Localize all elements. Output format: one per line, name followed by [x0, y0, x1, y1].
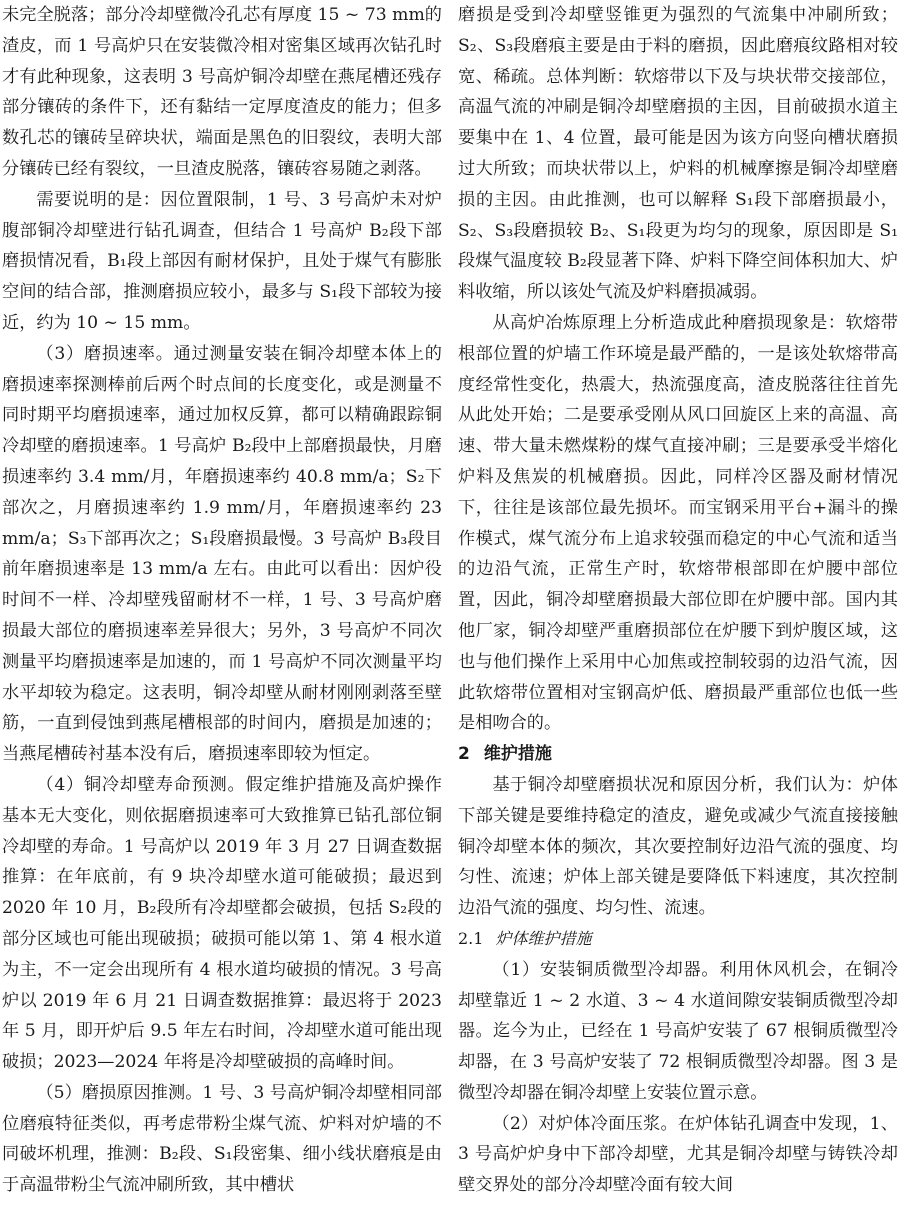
paragraph: （1）安装铜质微型冷却器。利用休风机会，在铜冷却壁靠近 1 ~ 2 水道、3 ~ 4 水道间隙安装铜质微型冷却器。迄今为止，已经在 1 号高炉安装了 67 根铜质微型冷却器，在 3 号高炉安装了 72 根铜质微型冷却器。图 3 是微型冷却器在铜冷却壁上安装位置示意。 [458, 959, 898, 1103]
paragraph: （4）铜冷却壁寿命预测。假定维护措施及高炉操作基本无大变化，则依据磨损速率可大致推算已钻孔部位铜冷却壁的寿命。1 号高炉以 2019 年 3 月 27 日调查数据推算：在年底前，有 9 块冷却壁水道可能破损；最迟到 2020 年 10 月，B₂段所有冷却壁都会破损，包括 S₂段的部分区域也可能出现破损；破损可能以第 1、第 4 根水道为主，不一定会出现所有 4 根水道均破损的情况。3 号高炉以 2019 年 6 月 21 日调查数据推算：最迟将于 2023 年 5 月，即开炉后 9.5 年左右时间，冷却壁水道可能出现破损；2023—2024 年将是冷却壁破损的高峰时间。 [2, 774, 442, 1073]
paragraph: 未完全脱落；部分冷却壁微冷孔芯有厚度 15 ~ 73 mm的渣皮，而 1 号高炉只在安装微冷相对密集区域再次钻孔时才有此种现象，这表明 3 号高炉铜冷却壁在燕尾槽还残存部分镶砖的条件下，还有黏结一定厚度渣皮的能力；但多数孔芯的镶砖呈碎块状，端面是黑色的旧裂纹，表明大部分镶砖已经有裂纹，一旦渣皮脱落，镶砖容易随之剥落。 [2, 5, 442, 179]
heading-text: 炉体维护措施 [495, 928, 592, 948]
heading-number: 2.1 [458, 928, 484, 948]
paragraph: （3）磨损速率。通过测量安装在铜冷却壁本体上的磨损速率探测棒前后两个时点间的长度变化，或是测量不同时期平均磨损速率，通过加权反算，都可以精确跟踪铜冷却壁的磨损速率。1 号高炉 B₂段中上部磨损最快，月磨损速率约 3.4 mm/月，年磨损速率约 40.8 mm/a；S₂下部次之，月磨损速率约 1.9 mm/月，年磨损速率约 23 mm/a；S₃下部再次之；S₁段磨损最慢。3 号高炉 B₃段目前年磨损速率是 13 mm/a 左右。由此可以看出：因炉役时间不一样、冷却壁残留耐材不一样，1 号、3 号高炉磨损最大部位的磨损速率差异很大；另外，3 号高炉不同次测量平均磨损速率是加速的，而 1 号高炉不同次测量平均水平却较为稳定。这表明，铜冷却壁从耐材刚刚剥落至壁筋，一直到侵蚀到燕尾槽根部的时间内，磨损是加速的；当燕尾槽砖衬基本没有后，磨损速率即较为恒定。 [2, 343, 442, 765]
paragraph: 需要说明的是：因位置限制，1 号、3 号高炉未对炉腹部铜冷却壁进行钻孔调查，但结合 1 号高炉 B₂段下部磨损情况看，B₁段上部因有耐材保护，且处于煤气有膨胀空间的结合部，推测磨损应较小，最多与 S₁段下部较为接近，约为 10 ~ 15 mm。 [2, 189, 442, 333]
subsection-heading [458, 924, 898, 955]
heading-text: 维护措施 [483, 744, 552, 765]
paragraph: （2）对炉体冷面压浆。在炉体钻孔调查中发现，1、3 号高炉炉身中下部冷却壁，尤其是铜冷却壁与铸铁冷却壁交界处的部分冷却壁冷面有较大间 [458, 1113, 898, 1196]
right-column [458, 0, 898, 1201]
section-heading [458, 739, 898, 770]
paragraph: 基于铜冷却壁磨损状况和原因分析，我们认为：炉体下部关键是要维持稳定的渣皮，避免或减少气流直接接触铜冷却壁本体的频次，其次要控制好边沿气流的强度、均匀性、流速；炉体上部关键是要降低下料速度，其次控制边沿气流的强度、均匀性、流速。 [458, 774, 898, 919]
paragraph: 磨损是受到冷却壁竖锥更为强烈的气流集中冲刷所致；S₂、S₃段磨痕主要是由于料的磨损，因此磨痕纹路相对较宽、稀疏。总体判断：软熔带以下及与块状带交接部位，高温气流的冲刷是铜冷却壁磨损的主因，目前破损水道主要集中在 1、4 位置，最可能是因为该方向竖向槽状磨损过大所致；而块状带以上，炉料的机械摩擦是铜冷却壁磨损的主因。由此推测，也可以解释 S₁段下部磨损最小，S₂、S₃段磨损较 B₂、S₁段更为均匀的现象，原因即是 S₁段煤气温度较 B₂段显著下降、炉料下降空间体积加大、炉料收缩，所以该处气流及炉料磨损减弱。 [458, 5, 898, 303]
paragraph: （5）磨损原因推测。1 号、3 号高炉铜冷却壁相同部位磨痕特征类似，再考虑带粉尘煤气流、炉料对炉墙的不同破坏机理，推测：B₂段、S₁段密集、细小线状磨痕是由于高温带粉尘气流冲刷所致，其中槽状 [2, 1082, 442, 1196]
heading-number: 2 [458, 744, 470, 765]
paragraph: 从高炉冶炼原理上分析造成此种磨损现象是：软熔带根部位置的炉墙工作环境是最严酷的，一是该处软熔带高度经常性变化，热震大，热流强度高，渣皮脱落往往首先从此处开始；二是要承受刚从风口回旋区上来的高温、高速、带大量未燃煤粉的煤气直接冲刷；三是要承受半熔化炉料及焦炭的机械磨损。因此，同样冷区器及耐材情况下，往往是该部位最先损坏。而宝钢采用平台+漏斗的操作模式，煤气流分布上追求较强而稳定的中心气流和适当的边沿气流，正常生产时，软熔带根部即在炉腰中部位置，因此，铜冷却壁磨损最大部位即在炉腰中部。国内其他厂家，铜冷却壁严重磨损部位在炉腰下到炉腹区域，这也与他们操作上采用中心加焦或控制较弱的边沿气流，因此软熔带位置相对宝钢高炉低、磨损最严重部位也低一些是相吻合的。 [458, 312, 898, 734]
left-column [2, 0, 442, 1201]
